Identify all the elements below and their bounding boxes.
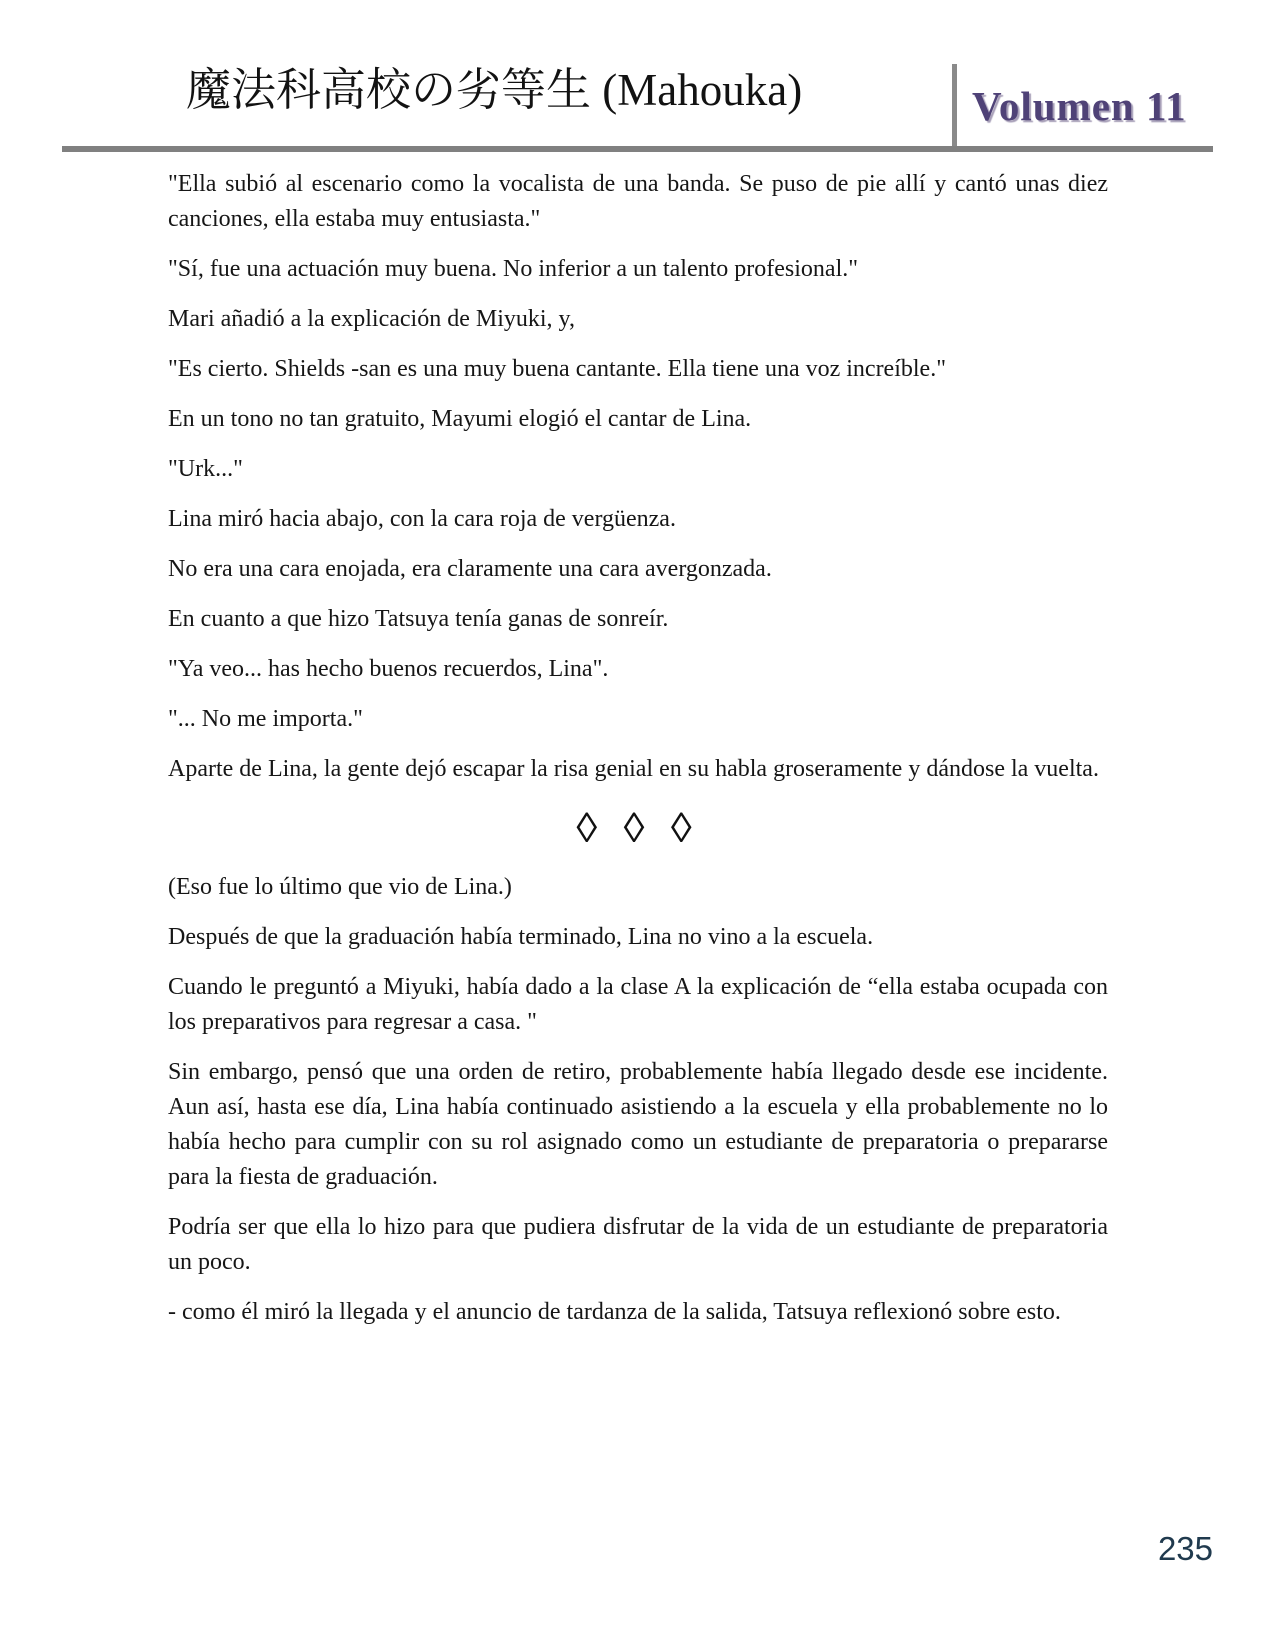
paragraph: (Eso fue lo último que vio de Lina.) [168, 873, 512, 900]
book-title: 魔法科高校の劣等生 (Mahouka) [186, 65, 803, 115]
paragraph: No era una cara enojada, era claramente una cara avergonzada. [168, 556, 772, 582]
volume-label: Volumen 11 [972, 83, 1187, 129]
paragraph: "Sí, fue una actuación muy buena. No inferior a un talento profesional." [168, 256, 859, 282]
paragraph: "Ella subió al escenario como la vocalista de una banda. Se puso de pie allí y cantó unas diez canciones, ella estaba muy entusiasta." [168, 171, 1108, 232]
paragraph: Después de que la graduación había terminado, Lina no vino a la escuela. [168, 923, 874, 950]
paragraph: Lina miró hacia abajo, con la cara roja de vergüenza. [168, 506, 676, 532]
scene-separator: ◊ ◊ ◊ [576, 806, 700, 852]
paragraph: Mari añadió a la explicación de Miyuki, y, [168, 306, 575, 332]
paragraph: Cuando le preguntó a Miyuki, había dado a la clase A la explicación de “ella estaba ocupada con los preparativos para regresar a casa. " [168, 973, 1108, 1035]
page-header [0, 0, 1275, 153]
paragraph: "... No me importa." [168, 706, 363, 732]
volume-block [952, 64, 1187, 148]
paragraph: Aparte de Lina, la gente dejó escapar la risa genial en su habla groseramente y dándose la vuelta. [168, 756, 1099, 782]
paragraph: "Es cierto. Shields -san es una muy buena cantante. Ella tiene una voz increíble." [168, 356, 946, 382]
paragraph: En un tono no tan gratuito, Mayumi elogió el cantar de Lina. [168, 406, 752, 432]
paragraph: Podría ser que ella lo hizo para que pudiera disfrutar de la vida de un estudiante de preparatoria un poco. [168, 1213, 1108, 1275]
paragraph: En cuanto a que hizo Tatsuya tenía ganas de sonreír. [168, 606, 669, 632]
paragraph: "Urk..." [168, 456, 243, 482]
header-rule [62, 146, 1213, 152]
paragraph: "Ya veo... has hecho buenos recuerdos, Lina". [168, 656, 609, 682]
body-text [168, 167, 1108, 1345]
paragraph: - como él miró la llegada y el anuncio de tardanza de la salida, Tatsuya reflexionó sobre esto. [168, 1298, 1061, 1325]
paragraph: Sin embargo, pensó que una orden de retiro, probablemente había llegado desde ese incidente. Aun así, hasta ese día, Lina había continuado asistiendo a la escuela y ella probablemente no lo había hecho para cumplir con su rol asignado como un estudiante de preparatoria o prepararse para la fiesta de graduación. [168, 1058, 1108, 1190]
page-number: 235 [1157, 1530, 1213, 1567]
